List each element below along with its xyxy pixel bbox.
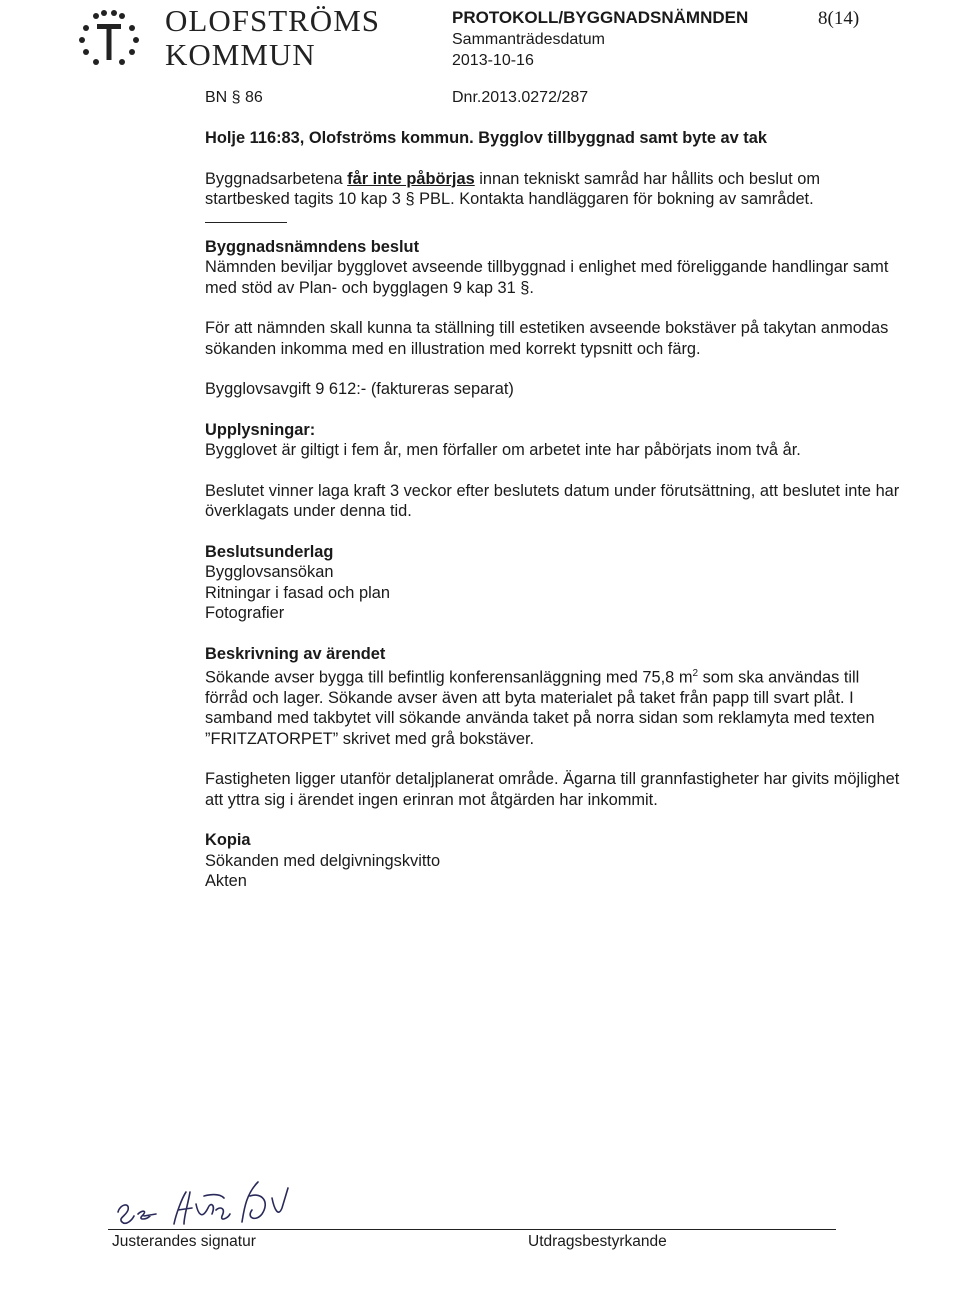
- separator-line: [205, 222, 287, 223]
- info-heading: Upplysningar:: [205, 420, 316, 439]
- diary-number: Dnr.2013.0272/287: [452, 89, 589, 106]
- basis-item: Fotografier: [205, 604, 285, 622]
- meeting-date: 2013-10-16: [452, 52, 534, 69]
- decision-text-2: För att nämnden skall kunna ta ställning till estetiken avseende bokstäver på takytan anmodas sökanden inkomma med en illustration med korrekt typsnitt och färg.: [205, 319, 889, 358]
- document-body: [205, 128, 905, 892]
- extract-certification-label: Utdragsbestyrkande: [528, 1233, 667, 1250]
- logo-line1: OLOFSTRÖMS: [165, 3, 380, 38]
- area-superscript: 2: [692, 668, 699, 679]
- copy-item: Akten: [205, 872, 247, 891]
- description-post: som ska användas till förråd och lager. Sökande avser även att byta materialet på taket från papp till svart plåt. I samband med takbytet vill sökande använda taket på norra sidan som reklamyta med texten ”FRITZATORPET” skrivet med grå bokstäver.: [205, 668, 875, 748]
- case-title: Holje 116:83, Olofströms kommun. Bygglov tillbyggnad samt byte av tak: [205, 129, 767, 147]
- intro-post: innan tekniskt samråd har hållits och beslut om startbesked tagits 10 kap 3 § PBL. Kontakta handläggaren för bokning av samrådet.: [205, 169, 820, 208]
- basis-item: Ritningar i fasad och plan: [205, 583, 390, 602]
- fee-text: Bygglovsavgift 9 612:- (faktureras separat): [205, 380, 514, 398]
- description-text: [205, 664, 905, 749]
- municipality-logo-icon: [72, 8, 152, 68]
- description-text-2: Fastigheten ligger utanför detaljplanerat område. Ägarna till grannfastigheter har givits möjlighet att yttra sig i ärendet ingen erinran mot åtgärden har inkommit.: [205, 770, 900, 809]
- logo-line2: KOMMUN: [165, 37, 316, 72]
- page-number: 8(14): [818, 8, 860, 29]
- protocol-title: PROTOKOLL/BYGGNADSNÄMNDEN: [452, 8, 749, 27]
- basis-item: Bygglovsansökan: [205, 563, 334, 581]
- logo-text: [165, 4, 380, 72]
- intro-emphasis: får inte påbörjas: [347, 169, 475, 188]
- description-pre: Sökande avser bygga till befintlig konferensanläggning med 75,8 m: [205, 668, 693, 687]
- decision-text: Nämnden beviljar bygglovet avseende tillbyggnad i enlighet med föreliggande handlingar samt med stöd av Plan- och bygglagen 9 kap 31 §.: [205, 258, 889, 297]
- adjuster-signature-label: Justerandes signatur: [112, 1233, 256, 1250]
- intro-pre: Byggnadsarbetena: [205, 169, 348, 188]
- info-text-2: Beslutet vinner laga kraft 3 veckor efter beslutets datum under förutsättning, att beslutet inte har överklagats under denna tid.: [205, 481, 900, 520]
- paragraph-number: BN § 86: [205, 89, 263, 106]
- meeting-date-label: Sammanträdesdatum: [452, 31, 605, 48]
- basis-heading: Beslutsunderlag: [205, 542, 334, 561]
- info-text: Bygglovet är giltigt i fem år, men förfaller om arbetet inte har påbörjats inom två år.: [205, 441, 801, 459]
- decision-heading: Byggnadsnämndens beslut: [205, 237, 420, 256]
- description-heading: Beskrivning av ärendet: [205, 644, 386, 663]
- intro-paragraph: [205, 169, 905, 210]
- signature-line: [108, 1229, 836, 1230]
- handwritten-signature: [112, 1174, 312, 1230]
- copy-heading: Kopia: [205, 831, 251, 850]
- copy-item: Sökanden med delgivningskvitto: [205, 851, 441, 870]
